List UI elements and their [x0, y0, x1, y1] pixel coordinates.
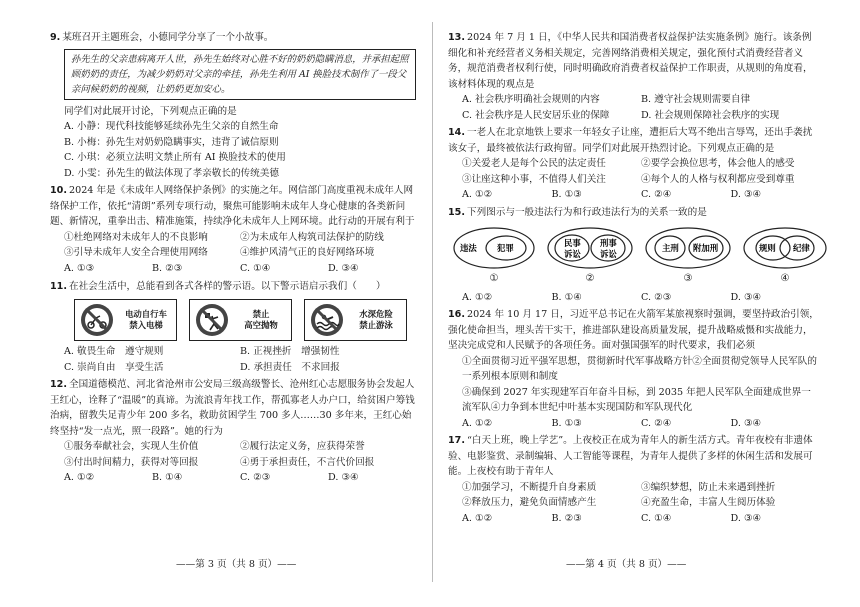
statement-3-4 — [448, 385, 820, 416]
diagram-text-a: 规则 — [759, 243, 776, 254]
statement-1: ①服务奉献社会，实现人生价值 — [64, 441, 199, 453]
question-prompt: 同学们对此展开讨论，下列观点正确的是 — [64, 105, 237, 117]
overlap-ellipses-diagram — [742, 226, 828, 270]
question-13 — [448, 30, 820, 123]
question-stem: 一老人在北京地铁上要求一年轻女子让座，遭拒后大骂不绝出言辱骂，还出手袭扰该女子，最终被依法行政拘留。同学们对此展开热烈讨论。下列观点正确的是 — [448, 127, 813, 154]
diagram-label: ② — [585, 273, 595, 285]
question-11 — [50, 279, 416, 376]
diagram-text-b: 附加刑 — [693, 243, 719, 254]
question-stem: 2024 年 7 月 1 日，《中华人民共和国消费者权益保护法实施条例》施行。该条例细化和补充经营者义务相关规定，完善网络消费相关规定，强化预付式消费经营者义务，规范消费者权利行使，同时明确政府消费者权益保护工作职责，从规则的角度看，该材料体现的观点是 — [448, 32, 813, 90]
option-a[interactable]: A. ①② — [64, 472, 95, 484]
question-number: 13. — [448, 32, 465, 43]
no-swimming-icon — [309, 302, 345, 338]
option-b[interactable]: B. ①③ — [551, 189, 582, 201]
diagram-2 — [546, 226, 634, 287]
option-d[interactable]: D. ③④ — [730, 189, 762, 201]
question-stem: “白天上班，晚上学艺”。上夜校正在成为青年人的新生活方式。青年夜校有非遗体验、电影鉴赏、录制编辑、人工智能等课程，为青年人提供了多样的休闲生活和发展可能。上夜校有助于青年人 — [448, 435, 813, 478]
option-d[interactable]: D. 承担责任 不求回报 — [240, 361, 340, 373]
statement-4: ④勇于承担责任，不言代价回报 — [240, 456, 375, 468]
statement-1: ①全面贯彻习近平强军思想，贯彻新时代军事战略方针 — [462, 355, 693, 367]
question-stem: 全国道德模范、河北省沧州市公安局三级高级警长、沧州红心志愿服务协会发起人王红心，诠释了“温暖”的真谛。为流浪青年找工作，帮孤寡老人办户口，给贫困户筹钱治病，留教失足青少年 200 多名，救助贫困学生 700 多人……30 多年来，王红心始终坚持“发一点光，照一段路”。她的行为 — [50, 379, 415, 437]
relation-diagrams — [448, 226, 820, 287]
statement-3: ③编织梦想，防止未来遇到挫折 — [641, 481, 776, 493]
page-footer-right: ——第 4 页（共 8 页）—— — [566, 559, 687, 570]
option-d[interactable]: D. ③④ — [328, 472, 359, 484]
statement-2: ②要学会换位思考，体会他人的感受 — [641, 158, 795, 170]
diagram-text-a2: 诉讼 — [564, 249, 581, 260]
diagram-text-b: 纪律 — [793, 243, 810, 254]
diagram-text-a1: 民事 — [564, 238, 581, 249]
option-a[interactable]: A. ①② — [462, 189, 493, 201]
option-d[interactable]: D. 社会规则保障社会秩序的实现 — [641, 109, 780, 121]
option-c[interactable]: C. 崇尚自由 享受生活 — [64, 361, 164, 373]
option-a[interactable]: A. 社会秩序明确社会规则的内容 — [462, 94, 600, 106]
sign-line-2: 禁止游泳 — [359, 320, 393, 331]
option-a[interactable]: A. ①② — [462, 417, 493, 429]
no-ebike-icon — [79, 302, 115, 338]
statement-2: ②释放压力，避免负面情感产生 — [462, 497, 597, 509]
diagram-1 — [452, 226, 536, 287]
statement-2: ②为未成年人构筑司法保护的防线 — [240, 231, 384, 243]
question-number: 12. — [50, 379, 67, 391]
option-d[interactable]: D. ③④ — [328, 262, 359, 274]
option-b[interactable]: B. 遵守社会规则需要自律 — [641, 94, 751, 106]
warning-signs — [50, 299, 416, 341]
option-b[interactable]: B. ①④ — [551, 291, 582, 303]
diagram-label: ④ — [780, 273, 790, 285]
question-stem: 2024 年是《未成年人网络保护条例》的实施之年。网信部门高度重视未成年人网络保护工作，依托“清朗”系列专项行动，聚焦可能影响未成年人身心健康的各类新问题、新情况，重拳出击、精准施策，持续净化未成年人上网环境。此行动的开展有利于 — [50, 185, 415, 228]
statement-1: ①杜绝网络对未成年人的不良影响 — [64, 231, 208, 243]
left-column — [50, 30, 416, 488]
diagram-text-b: 犯罪 — [497, 243, 514, 254]
question-15 — [448, 205, 820, 305]
statement-3: ③引导未成年人安全合理使用网络 — [64, 247, 208, 259]
question-stem: 在社会生活中，总能看到各式各样的警示语。以下警示语启示我们（ ） — [69, 280, 386, 292]
statement-4: ④力争到本世纪中叶基本实现国防和军队现代化 — [490, 402, 693, 414]
sign-line-1: 水深危险 — [359, 308, 393, 319]
question-number: 10. — [50, 185, 67, 197]
option-c[interactable]: C. ②④ — [641, 417, 672, 429]
sign-line-2: 禁入电梯 — [129, 320, 163, 331]
question-number: 14. — [448, 127, 465, 139]
option-d[interactable]: D. ③④ — [730, 291, 762, 303]
option-d[interactable]: D. ③④ — [730, 417, 762, 429]
option-c[interactable]: C. ②④ — [641, 189, 672, 201]
no-throwing-icon — [194, 302, 230, 338]
diagram-text-b1: 刑事 — [600, 238, 617, 249]
diagram-label: ③ — [683, 273, 693, 285]
option-a[interactable]: A. ①② — [462, 513, 493, 524]
story-box: 孙先生的父亲患病离开人世，孙先生始终对心胜不好的奶奶隐瞒消息，并承担起照顾奶奶的责任，为减少奶奶对父亲的牵挂，孙先生利用 AI 换脸技术制作了一段父亲问候奶奶的视频，让奶奶更加安心。 — [64, 49, 416, 100]
statement-4: ④每个人的人格与权利都应受到尊重 — [641, 173, 795, 185]
statement-3: ③让座这种小事，不值得人们关注 — [462, 173, 606, 185]
question-stem: 下列图示与一般违法行为和行政违法行为的关系一致的是 — [467, 206, 707, 218]
option-b[interactable]: B. ②③ — [152, 262, 183, 274]
option-d[interactable]: D. ③④ — [730, 513, 762, 524]
question-number: 9. — [50, 32, 61, 43]
option-c[interactable]: C. ②③ — [240, 472, 271, 484]
option-c[interactable]: C. 社会秩序是人民安居乐业的保障 — [462, 109, 610, 121]
page-footer-left: ——第 3 页（共 8 页）—— — [176, 559, 297, 570]
statement-4: ④维护风清气正的良好网络环境 — [240, 247, 375, 259]
question-14 — [448, 125, 820, 203]
column-divider — [432, 22, 433, 582]
right-column — [448, 30, 820, 529]
statement-1: ①关爱老人是每个公民的法定责任 — [462, 158, 606, 170]
question-17 — [448, 433, 820, 526]
option-b[interactable]: B. ②③ — [551, 513, 582, 524]
statement-2: ②全面贯彻党领导人民军队的一系列根本原则和制度 — [462, 355, 817, 383]
option-b[interactable]: B. 小梅：孙先生对奶奶隐瞒事实，违背了诚信原则 — [64, 136, 279, 148]
option-b[interactable]: B. 正视挫折 增强韧性 — [240, 346, 340, 358]
option-a[interactable]: A. 敬畏生命 遵守规则 — [64, 346, 164, 358]
option-b[interactable]: B. ①③ — [551, 417, 582, 429]
option-c[interactable]: C. 小琪：必须立法明文禁止所有 AI 换脸技术的使用 — [64, 152, 286, 164]
warning-sign-ebike — [74, 299, 177, 341]
sign-line-2: 高空抛物 — [244, 320, 278, 331]
question-number: 11. — [50, 280, 67, 292]
sign-line-1: 电动自行车 — [125, 308, 167, 319]
question-stem: 2024 年 10 月 17 日，习近平总书记在火箭军某旅视察时强调，要坚持政治引领，强化使命担当，埋头苦干实干，推进部队建设高质量发展，提升战略威慑和实战能力，坚决完成党和人民赋予的各项任务。面对强国强军的时代要求，我们必须 — [448, 309, 819, 352]
diagram-text-a: 主刑 — [662, 243, 679, 254]
option-a[interactable]: A. ①② — [462, 291, 493, 303]
option-c[interactable]: C. ①④ — [641, 513, 672, 524]
option-b[interactable]: B. ①④ — [152, 472, 183, 484]
statement-3: ③确保到 2027 年实现建军百年奋斗目标，到 2035 年把人民军队全面建成世界一流军队 — [462, 386, 811, 414]
diagram-label: ① — [489, 273, 499, 285]
warning-sign-throwing — [189, 299, 292, 341]
question-12 — [50, 377, 416, 486]
question-stem: 某班召开主题班会，小德同学分享了一个小故事。 — [62, 32, 274, 43]
question-number: 16. — [448, 309, 465, 321]
statement-2: ②履行法定义务，应获得荣誉 — [240, 441, 365, 453]
statement-1-2 — [448, 354, 820, 385]
statement-1: ①加强学习，不断提升自身素质 — [462, 481, 597, 493]
separate-ellipses-diagram — [644, 226, 732, 270]
question-9 — [50, 30, 416, 181]
option-a[interactable]: A. 小静：现代科技能够延续孙先生父亲的自然生命 — [64, 121, 279, 133]
question-number: 15. — [448, 206, 465, 218]
separate-ellipses-diagram — [546, 226, 634, 270]
diagram-text-a: 违法 — [460, 243, 477, 254]
option-c[interactable]: C. ①④ — [240, 262, 271, 274]
option-c[interactable]: C. ②③ — [641, 291, 672, 303]
option-d[interactable]: D. 小雯：孙先生的做法体现了孝亲敬长的传统美德 — [64, 167, 279, 179]
diagram-4 — [742, 226, 828, 287]
statement-4: ④充盈生命，丰富人生阅历体验 — [641, 497, 776, 509]
diagram-text-b2: 诉讼 — [600, 249, 617, 260]
question-number: 17. — [448, 435, 465, 447]
option-a[interactable]: A. ①③ — [64, 262, 95, 274]
statement-3: ③付出时间精力，获得对等回报 — [64, 456, 199, 468]
sign-line-1: 禁止 — [252, 308, 270, 319]
nested-ellipses-diagram — [452, 226, 536, 270]
diagram-3 — [644, 226, 732, 287]
question-16 — [448, 307, 820, 431]
question-10 — [50, 183, 416, 276]
warning-sign-swimming — [304, 299, 407, 341]
